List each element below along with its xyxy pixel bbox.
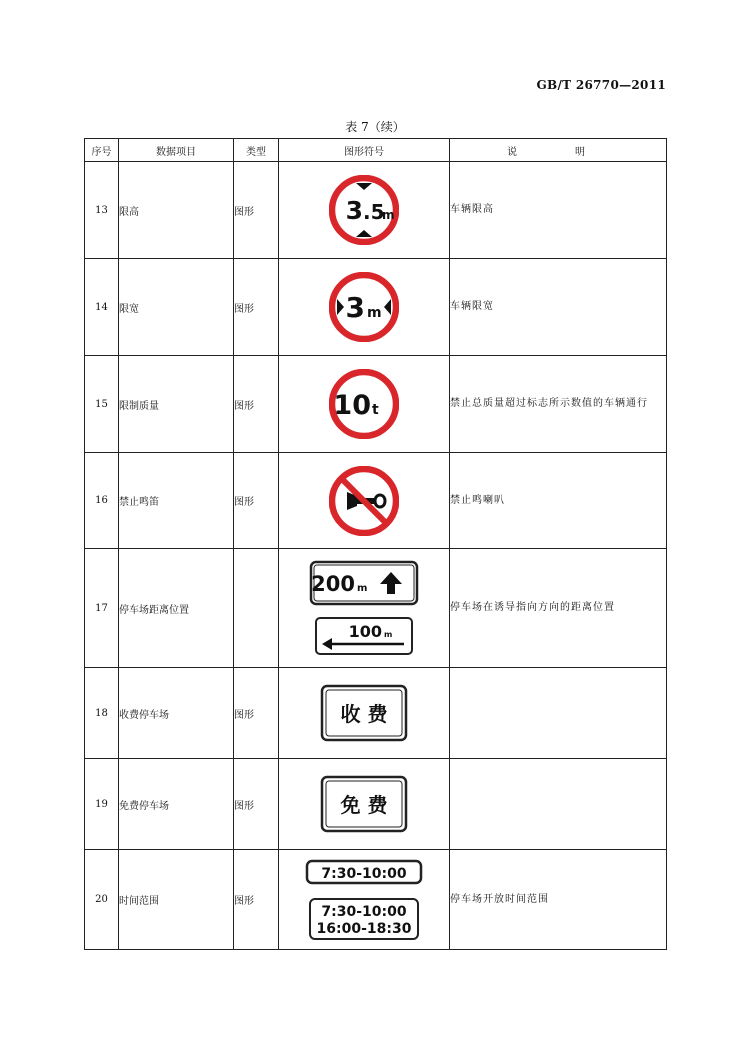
weight-limit-sign-icon	[329, 369, 399, 439]
row-type: 图形	[234, 759, 279, 850]
table-row	[85, 162, 667, 259]
header-desc: 说 明	[450, 139, 667, 162]
row-desc: 禁止鸣喇叭	[450, 453, 667, 549]
row-type: 图形	[234, 850, 279, 950]
row-sign	[279, 759, 450, 850]
width-limit-value: 3	[345, 291, 365, 324]
distance-ahead-unit: m	[357, 583, 368, 594]
free-parking-sign-icon	[320, 775, 408, 833]
header-no: 序号	[85, 139, 119, 162]
table-row	[85, 759, 667, 850]
time-range-single-sign-icon	[305, 859, 423, 885]
row-sign	[279, 453, 450, 549]
time-single-text: 7:30-10:00	[321, 865, 407, 882]
row-type: 图形	[234, 259, 279, 356]
row-item: 限高	[119, 162, 234, 259]
table-row	[85, 668, 667, 759]
row-type: 图形	[234, 668, 279, 759]
row-desc: 停车场在诱导指向方向的距离位置	[450, 549, 667, 668]
row-sign	[279, 668, 450, 759]
row-sign	[279, 162, 450, 259]
weight-limit-unit: t	[372, 402, 379, 418]
table-row	[85, 356, 667, 453]
row-sign	[279, 850, 450, 950]
table-header-row	[85, 139, 667, 162]
table-row	[85, 850, 667, 950]
table-row	[85, 549, 667, 668]
table-row	[85, 259, 667, 356]
row-type: 图形	[234, 356, 279, 453]
row-type: 图形	[234, 162, 279, 259]
row-number: 20	[85, 850, 119, 950]
weight-limit-value: 10	[333, 390, 371, 421]
height-limit-value: 3	[345, 196, 363, 225]
row-item: 时间范围	[119, 850, 234, 950]
row-item: 停车场距离位置	[119, 549, 234, 668]
row-desc	[450, 759, 667, 850]
width-limit-unit: m	[367, 305, 382, 321]
no-horn-sign-icon	[329, 466, 399, 536]
row-sign	[279, 259, 450, 356]
height-limit-sign-icon	[329, 175, 399, 245]
distance-ahead-value: 200	[311, 572, 355, 596]
distance-left-sign-icon	[314, 616, 414, 656]
row-number: 17	[85, 549, 119, 668]
distance-ahead-sign-icon	[309, 560, 419, 606]
height-limit-decimal: .5	[363, 200, 385, 224]
time-double-line2: 16:00-18:30	[316, 920, 412, 937]
time-double-line1: 7:30-10:00	[321, 903, 407, 920]
row-type: 图形	[234, 453, 279, 549]
row-number: 15	[85, 356, 119, 453]
row-sign	[279, 549, 450, 668]
row-number: 19	[85, 759, 119, 850]
row-desc: 禁止总质量超过标志所示数值的车辆通行	[450, 356, 667, 453]
header-type: 类型	[234, 139, 279, 162]
row-sign	[279, 356, 450, 453]
width-limit-sign-icon	[329, 272, 399, 342]
row-number: 18	[85, 668, 119, 759]
header-item: 数据项目	[119, 139, 234, 162]
row-number: 14	[85, 259, 119, 356]
free-parking-text: 免 费	[340, 793, 388, 817]
row-item: 收费停车场	[119, 668, 234, 759]
row-item: 限宽	[119, 259, 234, 356]
table-title: 表 7（续）	[345, 120, 405, 134]
paid-parking-sign-icon	[320, 684, 408, 742]
row-desc	[450, 668, 667, 759]
row-item: 禁止鸣笛	[119, 453, 234, 549]
height-limit-unit: m	[382, 208, 395, 222]
row-item: 限制质量	[119, 356, 234, 453]
spec-table	[84, 138, 667, 950]
row-desc: 停车场开放时间范围	[450, 850, 667, 950]
row-type	[234, 549, 279, 668]
paid-parking-text: 收 费	[340, 702, 388, 726]
row-desc: 车辆限高	[450, 162, 667, 259]
row-desc: 车辆限宽	[450, 259, 667, 356]
row-number: 16	[85, 453, 119, 549]
row-item: 免费停车场	[119, 759, 234, 850]
time-range-double-sign-icon	[308, 897, 420, 941]
standard-code: GB/T 26770—2011	[536, 78, 666, 92]
table-row	[85, 453, 667, 549]
distance-left-value: 100	[348, 622, 382, 641]
header-sign: 图形符号	[279, 139, 450, 162]
distance-left-unit: m	[384, 630, 393, 639]
row-number: 13	[85, 162, 119, 259]
